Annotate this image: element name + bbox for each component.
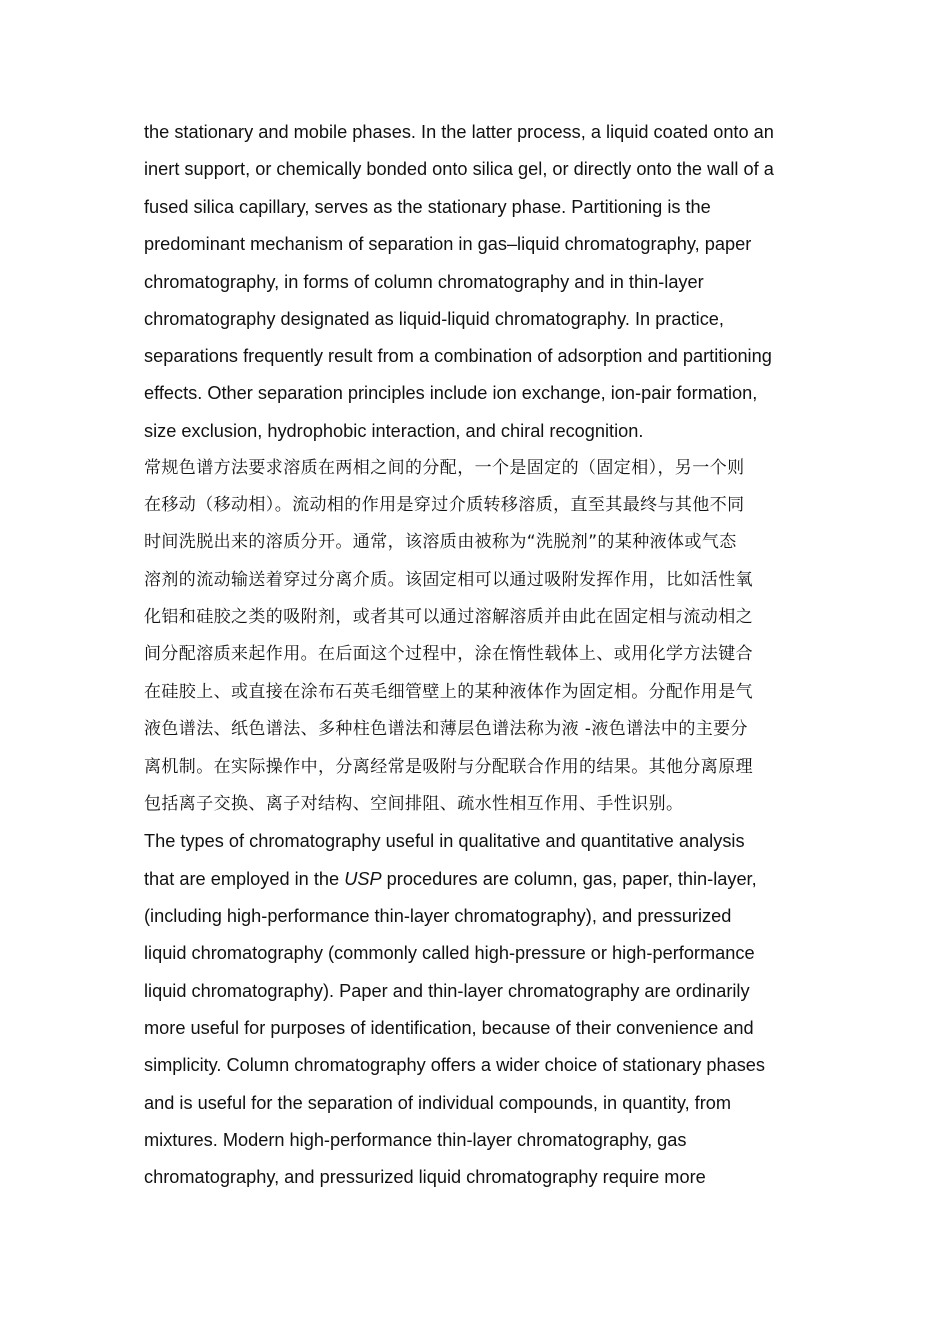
paragraph-1-line: inert support, or chemically bonded onto silica gel, or directly onto the wall of a — [144, 159, 774, 179]
paragraph-2-line: 离机制。在实际操作中，分离经常是吸附与分配联合作用的结果。其他分离原理 — [144, 757, 753, 777]
paragraph-2-line: 常规色谱方法要求溶质在两相之间的分配，一个是固定的（固定相），另一个则 — [144, 458, 745, 478]
paragraph-2-line: 时间洗脱出来的溶质分开。通常，该溶质由被称为“洗脱剂”的某种液体或气态 — [144, 532, 737, 552]
paragraph-3-line: more useful for purposes of identification, because of their convenience and — [144, 1018, 754, 1038]
paragraph-1-line: fused silica capillary, serves as the stationary phase. Partitioning is the — [144, 197, 711, 217]
paragraph-3-line: chromatography, and pressurized liquid chromatography require more — [144, 1167, 706, 1187]
usp-reference: USP — [344, 869, 382, 889]
paragraph-3-line: and is useful for the separation of individual compounds, in quantity, from — [144, 1093, 732, 1113]
paragraph-3-line: (including high-performance thin-layer chromatography), and pressurized — [144, 906, 732, 926]
paragraph-2-line: 液色谱法、纸色谱法、多种柱色谱法和薄层色谱法称为液 -液色谱法中的主要分 — [144, 719, 748, 739]
paragraph-1-line: the stationary and mobile phases. In the latter process, a liquid coated onto an — [144, 122, 774, 142]
paragraph-1-line: effects. Other separation principles include ion exchange, ion-pair formation, — [144, 383, 758, 403]
paragraph-3-line — [144, 867, 757, 891]
paragraph-3-line: liquid chromatography (commonly called high-pressure or high-performance — [144, 943, 755, 963]
paragraph-1-line: size exclusion, hydrophobic interaction, and chiral recognition. — [144, 421, 644, 441]
paragraph-2-line: 包括离子交换、离子对结构、空间排阻、疏水性相互作用、手性识别。 — [144, 794, 684, 814]
paragraph-2-line: 间分配溶质来起作用。在后面这个过程中，涂在惰性载体上、或用化学方法键合 — [144, 644, 753, 664]
paragraph-3-text: that are employed in the — [144, 869, 345, 889]
paragraph-2-line: 化铝和硅胶之类的吸附剂，或者其可以通过溶解溶质并由此在固定相与流动相之 — [144, 607, 753, 627]
paragraph-2-line: 在移动（移动相）。流动相的作用是穿过介质转移溶质，直至其最终与其他不同 — [144, 495, 745, 515]
paragraph-3-line: mixtures. Modern high-performance thin-layer chromatography, gas — [144, 1130, 687, 1150]
paragraph-1-line: predominant mechanism of separation in gas–liquid chromatography, paper — [144, 234, 752, 254]
paragraph-3-line: The types of chromatography useful in qualitative and quantitative analysis — [144, 831, 745, 851]
paragraph-3-line: liquid chromatography). Paper and thin-layer chromatography are ordinarily — [144, 981, 750, 1001]
paragraph-3-line: simplicity. Column chromatography offers a wider choice of stationary phases — [144, 1055, 766, 1075]
paragraph-3-text: procedures are column, gas, paper, thin-layer, — [381, 869, 757, 889]
paragraph-1-line: chromatography designated as liquid-liquid chromatography. In practice, — [144, 309, 724, 329]
paragraph-1-line: chromatography, in forms of column chromatography and in thin-layer — [144, 272, 704, 292]
paragraph-2-line: 在硅胶上、或直接在涂布石英毛细管壁上的某种液体作为固定相。分配作用是气 — [144, 682, 753, 702]
paragraph-2-line: 溶剂的流动输送着穿过分离介质。该固定相可以通过吸附发挥作用，比如活性氧 — [144, 570, 753, 590]
paragraph-1-line: separations frequently result from a combination of adsorption and partitioning — [144, 346, 772, 366]
